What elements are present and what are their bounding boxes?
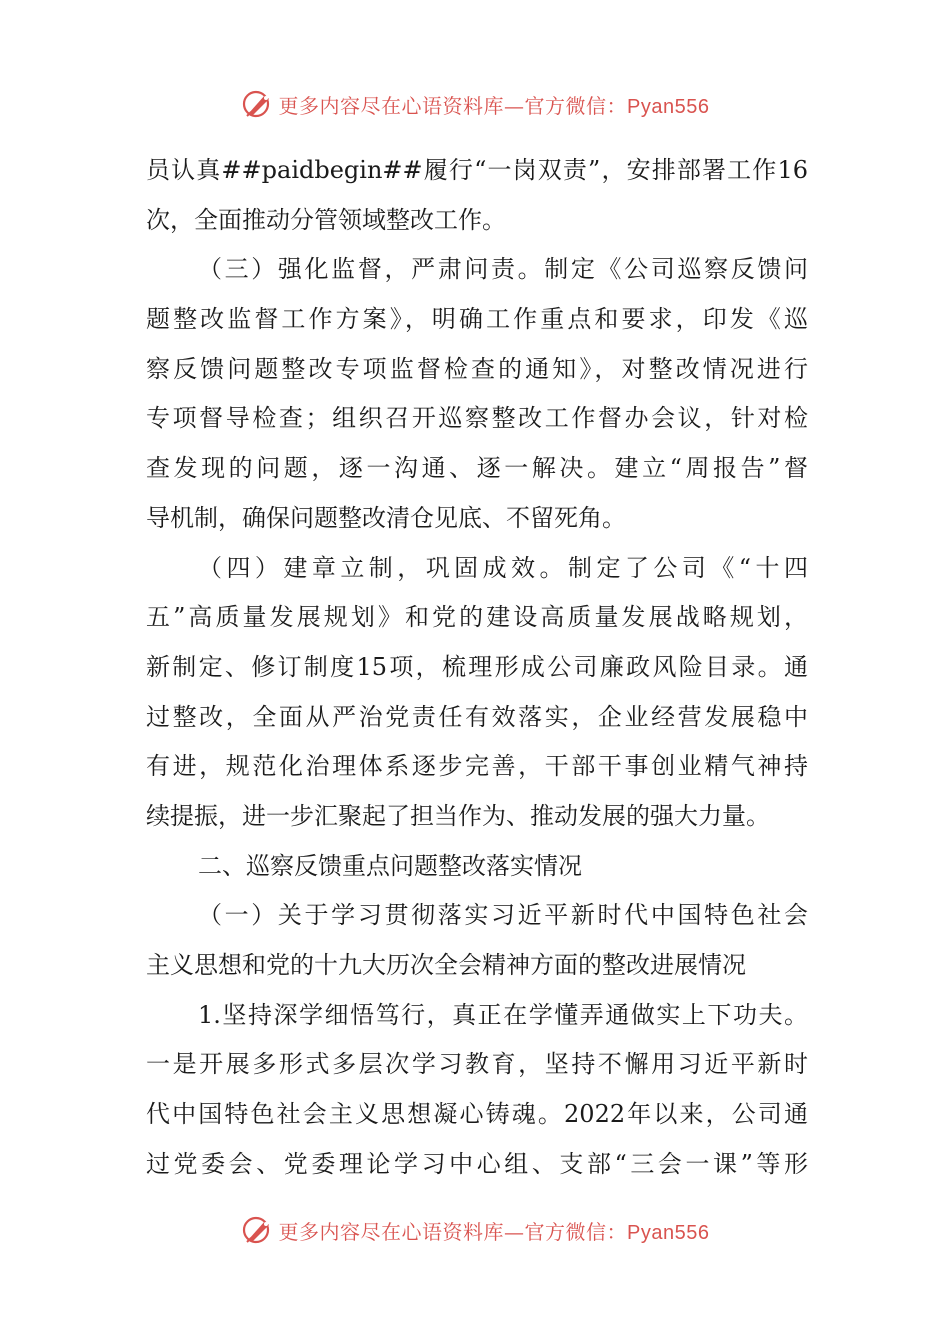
pen-nib-logo-icon — [241, 1213, 275, 1247]
body-line: 主义思想和党的十九大历次全会精神方面的整改进展情况 — [146, 951, 746, 979]
body-line: 专项督导检查；组织召开巡察整改工作督办会议，针对检 — [146, 404, 808, 433]
body-line: （一）关于学习贯彻落实习近平新时代中国特色社会 — [198, 901, 808, 930]
banner-wechat-id: Pyan556 — [627, 95, 710, 118]
body-line: 次，全面推动分管领域整改工作。 — [146, 205, 506, 234]
body-line: 二、巡察反馈重点问题整改落实情况 — [198, 851, 582, 880]
body-line: 代中国特色社会主义思想凝心铸魂。2022年以来，公司通 — [146, 1100, 808, 1129]
footer-banner — [0, 1210, 950, 1250]
banner-text — [279, 1216, 710, 1245]
banner-prefix: 更多内容尽在心语资料库—官方微信： — [278, 1219, 628, 1244]
body-line: 续提振，进一步汇聚起了担当作为、推动发展的强大力量。 — [146, 801, 770, 830]
body-line: 题整改监督工作方案》，明确工作重点和要求，印发《巡 — [146, 305, 808, 334]
body-line: 五”高质量发展规划》和党的建设高质量发展战略规划， — [146, 603, 808, 632]
pen-nib-logo-icon — [241, 87, 275, 121]
body-line: 过整改，全面从严治党责任有效落实，企业经营发展稳中 — [146, 702, 808, 731]
header-banner — [0, 84, 950, 124]
banner-text — [279, 90, 710, 119]
body-line: 员认真##paidbegin##履行“一岗双责”，安排部署工作16 — [146, 156, 808, 184]
body-line: （四）建章立制，巩固成效。制定了公司《“十四 — [198, 553, 808, 582]
banner-prefix: 更多内容尽在心语资料库—官方微信： — [278, 93, 628, 118]
body-line: 1.坚持深学细悟笃行，真正在学懂弄通做实上下功夫。 — [198, 1000, 808, 1029]
body-line: 查发现的问题，逐一沟通、逐一解决。建立“周报告”督 — [146, 454, 808, 483]
body-line: 一是开展多形式多层次学习教育，坚持不懈用习近平新时 — [146, 1050, 808, 1079]
body-line: （三）强化监督，严肃问责。制定《公司巡察反馈问 — [198, 255, 808, 284]
body-line: 察反馈问题整改专项监督检查的通知》，对整改情况进行 — [146, 354, 808, 383]
body-line: 导机制，确保问题整改清仓见底、不留死角。 — [146, 503, 626, 532]
body-line: 有进，规范化治理体系逐步完善，干部干事创业精气神持 — [146, 752, 808, 781]
body-line: 新制定、修订制度15项，梳理形成公司廉政风险目录。通 — [146, 652, 808, 681]
body-line: 过党委会、党委理论学习中心组、支部“三会一课”等形 — [146, 1149, 808, 1178]
banner-wechat-id: Pyan556 — [627, 1221, 710, 1244]
document-body — [146, 146, 808, 1189]
